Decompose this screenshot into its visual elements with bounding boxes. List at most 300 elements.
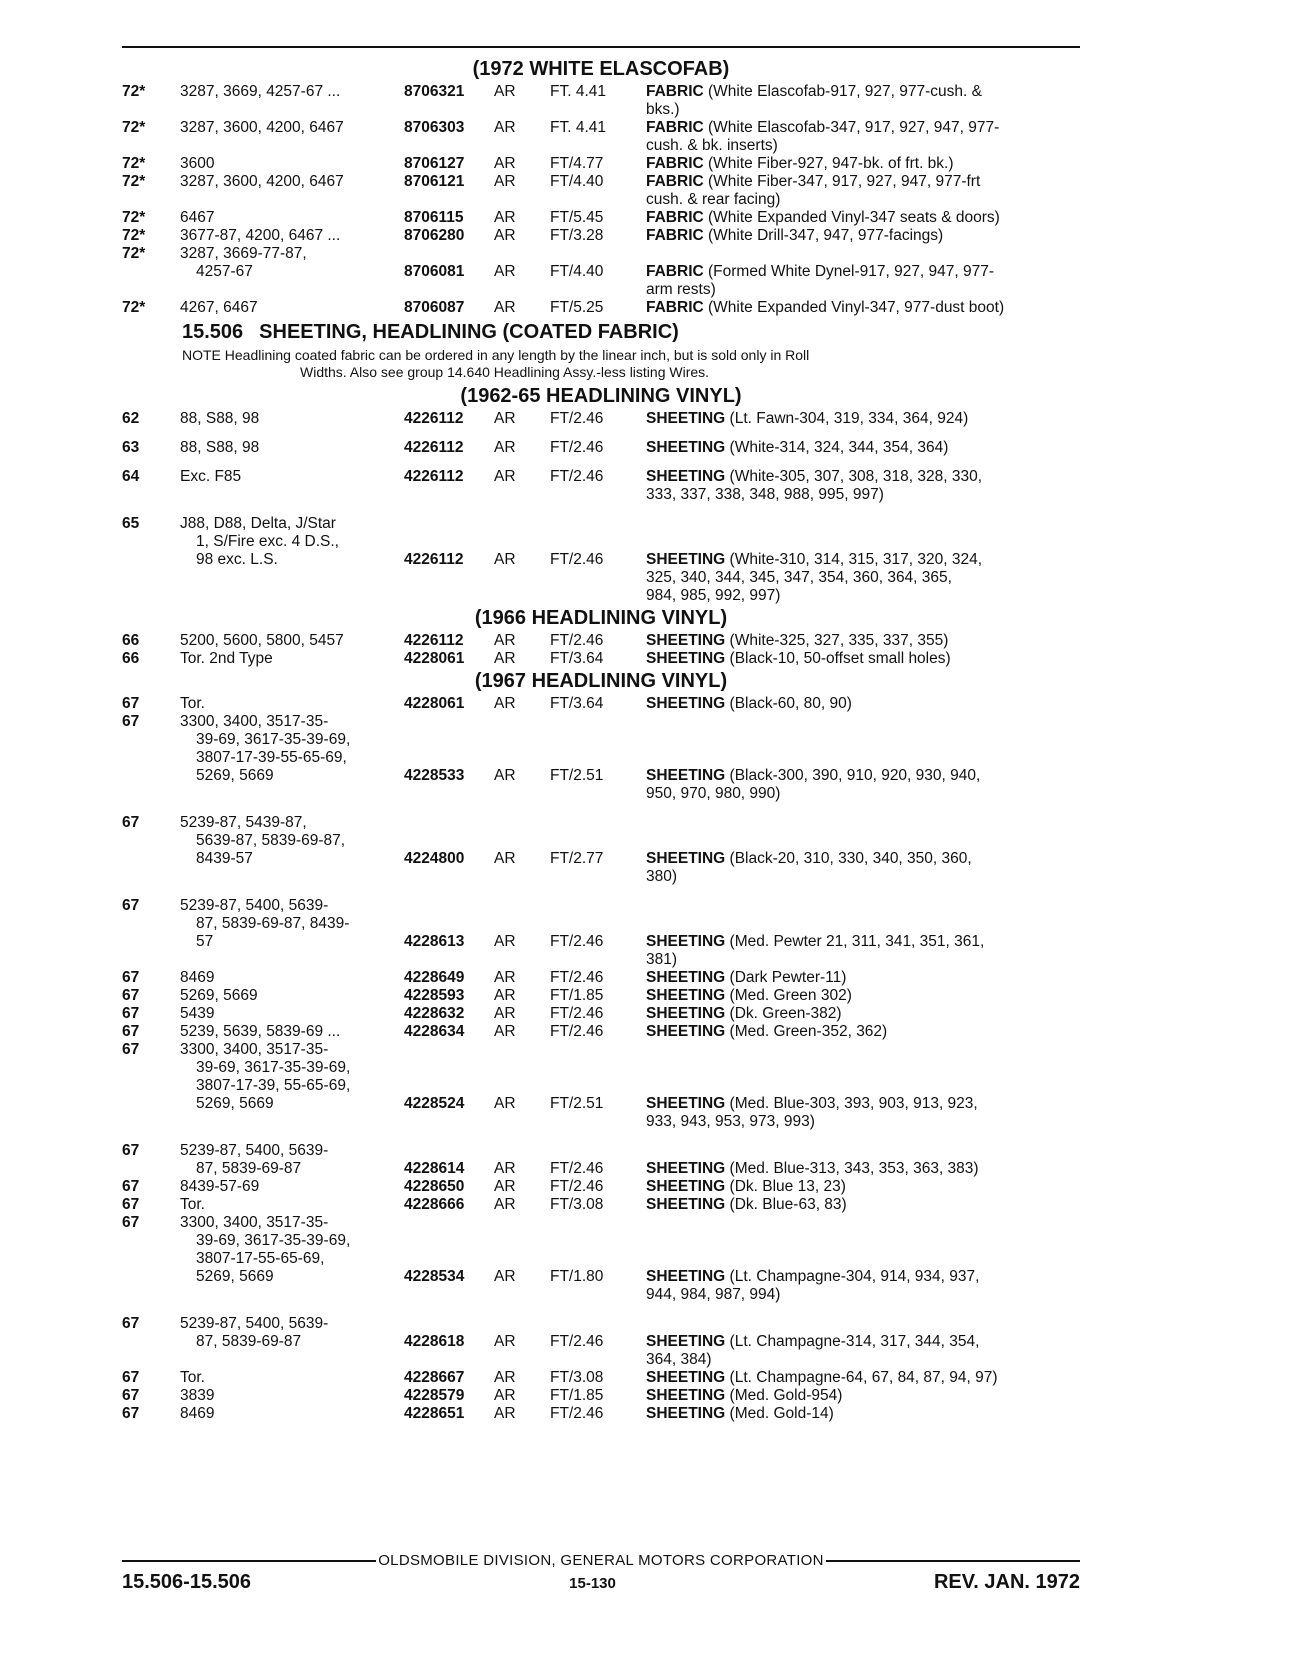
year-cell: 72* [122,83,146,100]
model-line: 3287, 3600, 4200, 6467 [180,119,344,136]
description-cell [646,1005,1080,1023]
model-line: 5239-87, 5400, 5639- [180,897,329,914]
section-heading: (1972 WHITE ELASCOFAB) [472,58,730,80]
item-name: FABRIC [646,83,704,100]
quantity-cell: AR [494,1023,516,1040]
model-line: 3807-17-39, 55-65-69, [196,1077,351,1094]
models-cell [180,439,404,457]
table-row [122,299,1080,317]
model-line: 3300, 3400, 3517-35- [180,1041,329,1058]
description-cell [646,1142,1080,1178]
description-cell [646,227,1080,245]
part-number-cell: 4228651 [404,1405,465,1422]
item-name: SHEETING [646,695,726,712]
quantity-cell: AR [494,209,516,226]
quantity-cell: AR [494,987,516,1004]
part-number-cell: 4228579 [404,1387,465,1404]
item-name: SHEETING [646,468,726,485]
part-number-cell: 4228618 [404,1333,465,1350]
item-name: SHEETING [646,410,726,427]
footer-rule-left [122,1560,376,1562]
item-description: (Med. Pewter 21, 311, 341, 351, 361, 381) [646,933,985,968]
model-line: 5200, 5600, 5800, 5457 [180,632,344,649]
part-number-cell: 4226112 [404,468,464,485]
description-cell [646,1405,1080,1423]
quantity-cell: AR [494,173,516,190]
table-row [122,650,1080,668]
table-row [122,410,1080,428]
description-cell [646,814,1080,886]
models-cell [180,1405,404,1423]
quantity-cell: AR [494,767,516,784]
item-description: (White Drill-347, 947, 977-facings) [708,227,944,244]
part-number-cell: 4228650 [404,1178,465,1195]
table-row [122,1142,1080,1178]
year-cell: 67 [122,1214,140,1231]
description-cell [646,468,1080,504]
part-number-cell: 4228666 [404,1196,465,1213]
description-cell [646,1178,1080,1196]
model-line: 5439 [180,1005,215,1022]
models-cell [180,299,404,317]
table-row [122,227,1080,245]
item-description: (White Expanded Vinyl-347 seats & doors) [708,209,1000,226]
model-line: 39-69, 3617-35-39-69, [196,1232,351,1249]
year-cell: 67 [122,1315,140,1332]
item-description: (Black-300, 390, 910, 920, 930, 940, 950, 970, 980, 990) [646,767,981,802]
models-cell [180,897,404,969]
model-line: 3807-17-39-55-65-69, [196,749,347,766]
year-cell: 67 [122,1178,140,1195]
model-line: 8469 [180,969,215,986]
part-number-cell: 4228632 [404,1005,465,1022]
item-description: (Med. Green 302) [729,987,852,1004]
model-line: 87, 5839-69-87 [196,1333,302,1350]
models-cell [180,83,404,119]
unit-price-cell: FT/3.08 [550,1196,604,1213]
item-name: SHEETING [646,969,726,986]
item-description: (Med. Green-352, 362) [729,1023,888,1040]
quantity-cell: AR [494,227,516,244]
top-rule [122,46,1080,48]
page-footer [122,1552,1080,1594]
part-number-cell: 4228613 [404,933,465,950]
item-description: (Lt. Champagne-64, 67, 84, 87, 94, 97) [729,1369,998,1386]
models-cell [180,468,404,504]
model-line: 3287, 3600, 4200, 6467 [180,173,344,190]
item-name: FABRIC [646,209,704,226]
model-line: 57 [196,933,214,950]
model-line: 3300, 3400, 3517-35- [180,1214,329,1231]
models-cell [180,227,404,245]
footer-page-number: 15-130 [569,1575,616,1592]
item-name: SHEETING [646,767,726,784]
unit-price-cell: FT/2.46 [550,410,604,427]
description-cell [646,439,1080,457]
item-description: (Med. Gold-954) [729,1387,843,1404]
year-cell: 67 [122,1387,140,1404]
model-line: Tor. [180,1369,205,1386]
model-line: 5239-87, 5400, 5639- [180,1142,329,1159]
quantity-cell: AR [494,1268,516,1285]
footer-group-range: 15.506-15.506 [122,1571,252,1593]
year-cell: 72* [122,299,146,316]
table-row [122,632,1080,650]
quantity-cell: AR [494,1160,516,1177]
unit-price-cell: FT/1.80 [550,1268,604,1285]
table-row [122,1196,1080,1214]
group-heading [182,321,1080,343]
description-cell [646,1196,1080,1214]
description-cell [646,1214,1080,1304]
item-name: FABRIC [646,173,704,190]
item-description: (White Elascofab-347, 917, 927, 947, 977- cush. & bk. inserts) [646,119,1000,154]
description-cell [646,299,1080,317]
model-line: 5239, 5639, 5839-69 ... [180,1023,341,1040]
unit-price-cell: FT/2.46 [550,1005,604,1022]
description-cell [646,1387,1080,1405]
model-line: 8469 [180,1405,215,1422]
model-line: 88, S88, 98 [180,410,260,427]
item-description: (White Expanded Vinyl-347, 977-dust boot) [708,299,1005,316]
footer-revision: REV. JAN. 1972 [933,1571,1080,1593]
model-line: 88, S88, 98 [180,439,260,456]
models-cell [180,119,404,155]
unit-price-cell: FT/2.46 [550,969,604,986]
part-number-cell: 4228061 [404,695,465,712]
model-line: 87, 5839-69-87, 8439- [196,915,350,932]
unit-price-cell: FT/1.85 [550,1387,604,1404]
quantity-cell: AR [494,83,516,100]
model-line: 3839 [180,1387,215,1404]
models-cell [180,1369,404,1387]
item-name: FABRIC [646,299,704,316]
item-description: (White Fiber-927, 947-bk. of frt. bk.) [708,155,954,172]
item-description: (Lt. Champagne-314, 317, 344, 354, 364, 384) [646,1333,980,1368]
models-cell [180,1041,404,1131]
quantity-cell: AR [494,155,516,172]
part-number-cell: 8706127 [404,155,465,172]
unit-price-cell: FT/3.64 [550,650,604,667]
model-line: 5269, 5669 [196,767,274,784]
description-cell [646,515,1080,605]
item-description: (Black-10, 50-offset small holes) [729,650,951,667]
table-row [122,439,1080,457]
models-cell [180,1315,404,1369]
item-name: SHEETING [646,551,726,568]
year-cell: 62 [122,410,140,427]
part-number-cell: 4228634 [404,1023,465,1040]
part-number-cell: 4228649 [404,969,465,986]
part-number-cell: 8706121 [404,173,465,190]
year-cell: 63 [122,439,140,456]
year-cell: 67 [122,1005,140,1022]
item-name: FABRIC [646,263,704,280]
unit-price-cell: FT/2.46 [550,632,604,649]
models-cell [180,632,404,650]
models-cell [180,1196,404,1214]
table-row [122,814,1080,886]
unit-price-cell: FT/2.46 [550,1160,604,1177]
quantity-cell: AR [494,410,516,427]
part-number-cell: 4228667 [404,1369,465,1386]
item-name: SHEETING [646,850,726,867]
table-row [122,695,1080,713]
part-number-cell: 8706087 [404,299,465,316]
item-description: (Lt. Champagne-304, 914, 934, 937, 944, 984, 987, 994) [646,1268,980,1303]
unit-price-cell: FT/4.40 [550,263,604,280]
section-heading: (1967 HEADLINING VINYL) [474,670,728,692]
table-row [122,897,1080,969]
models-cell [180,1142,404,1178]
footer-division-line [122,1552,1080,1569]
year-cell: 67 [122,1142,140,1159]
unit-price-cell: FT/4.40 [550,173,604,190]
model-line: 3300, 3400, 3517-35- [180,713,329,730]
item-description: (White Fiber-347, 917, 927, 947, 977-frt cush. & rear facing) [646,173,981,208]
unit-price-cell: FT/2.46 [550,1405,604,1422]
model-line: 3287, 3669-77-87, [180,245,307,262]
description-cell [646,713,1080,803]
year-cell: 66 [122,650,140,667]
description-cell [646,245,1080,299]
model-line: Tor. [180,1196,205,1213]
section-heading: (1966 HEADLINING VINYL) [474,607,728,629]
models-cell [180,650,404,668]
table-row [122,1178,1080,1196]
year-cell: 72* [122,173,146,190]
quantity-cell: AR [494,468,516,485]
description-cell [646,632,1080,650]
model-line: 8439-57-69 [180,1178,260,1195]
footer-division: OLDSMOBILE DIVISION, GENERAL MOTORS CORPORATION [378,1552,824,1569]
table-row [122,173,1080,209]
model-line: 5639-87, 5839-69-87, [196,832,346,849]
unit-price-cell: FT/2.46 [550,933,604,950]
group-number: 15.506 [182,321,244,343]
section-heading: (1962-65 HEADLINING VINYL) [460,385,742,407]
unit-price-cell: FT/2.46 [550,1178,604,1195]
year-cell: 64 [122,468,140,485]
model-line: 39-69, 3617-35-39-69, [196,731,351,748]
model-line: J88, D88, Delta, J/Star [180,515,336,532]
table-row [122,969,1080,987]
item-description: (Dk. Green-382) [729,1005,842,1022]
item-name: SHEETING [646,1023,726,1040]
item-name: SHEETING [646,632,726,649]
part-number-cell: 8706081 [404,263,465,280]
quantity-cell: AR [494,1333,516,1350]
item-description: (Lt. Fawn-304, 319, 334, 364, 924) [729,410,969,427]
description-cell [646,83,1080,119]
group-title: SHEETING, HEADLINING (COATED FABRIC) [259,321,679,343]
model-line: Tor. [180,695,205,712]
quantity-cell: AR [494,263,516,280]
part-number-cell: 8706321 [404,83,465,100]
item-name: SHEETING [646,1095,726,1112]
part-number-cell: 4226112 [404,410,464,427]
part-number-cell: 4228533 [404,767,465,784]
description-cell [646,155,1080,173]
model-line: Tor. 2nd Type [180,650,273,667]
models-cell [180,209,404,227]
table-row [122,713,1080,803]
quantity-cell: AR [494,933,516,950]
description-cell [646,173,1080,209]
part-number-cell: 8706115 [404,209,464,226]
table-row [122,1387,1080,1405]
item-name: SHEETING [646,1369,726,1386]
unit-price-cell: FT/1.85 [550,987,604,1004]
quantity-cell: AR [494,1369,516,1386]
item-name: SHEETING [646,1196,726,1213]
model-line: 5269, 5669 [196,1268,274,1285]
models-cell [180,695,404,713]
description-cell [646,987,1080,1005]
description-cell [646,209,1080,227]
item-description: (Black-60, 80, 90) [729,695,852,712]
year-cell: 72* [122,227,146,244]
year-cell: 72* [122,119,146,136]
model-line: 6467 [180,209,215,226]
table-row [122,1214,1080,1304]
year-cell: 67 [122,1041,140,1058]
note-line: Widths. Also see group 14.640 Headlining Assy.-less listing Wires. [300,364,710,380]
group-note [182,347,1070,381]
year-cell: 67 [122,713,140,730]
year-cell: 72* [122,245,146,262]
item-description: (Dk. Blue-63, 83) [729,1196,847,1213]
item-description: (White-310, 314, 315, 317, 320, 324, 325, 340, 344, 345, 347, 354, 360, 364, 365, 984, 985, 992, 997) [646,551,983,604]
description-cell [646,650,1080,668]
description-cell [646,969,1080,987]
models-cell [180,245,404,299]
item-name: SHEETING [646,1160,726,1177]
models-cell [180,1178,404,1196]
item-name: SHEETING [646,1005,726,1022]
model-line: 3287, 3669, 4257-67 ... [180,83,341,100]
unit-price-cell: FT/5.25 [550,299,604,316]
part-number-cell: 4228524 [404,1095,465,1112]
item-description: (Formed White Dynel-917, 927, 947, 977- arm rests) [646,263,995,298]
item-name: FABRIC [646,227,704,244]
quantity-cell: AR [494,969,516,986]
part-number-cell: 4228534 [404,1268,465,1285]
table-row [122,1023,1080,1041]
item-description: (Dk. Blue 13, 23) [729,1178,846,1195]
unit-price-cell: FT/5.45 [550,209,604,226]
unit-price-cell: FT/3.28 [550,227,604,244]
model-line: 5269, 5669 [180,987,258,1004]
unit-price-cell: FT/2.51 [550,1095,604,1112]
year-cell: 67 [122,814,140,831]
model-line: 5239-87, 5439-87, [180,814,307,831]
table-row [122,468,1080,504]
quantity-cell: AR [494,695,516,712]
table-row [122,119,1080,155]
model-line: Exc. F85 [180,468,242,485]
item-name: SHEETING [646,1333,726,1350]
quantity-cell: AR [494,439,516,456]
unit-price-cell: FT/2.51 [550,767,604,784]
description-cell [646,119,1080,155]
description-cell [646,1041,1080,1131]
quantity-cell: AR [494,650,516,667]
item-description: (Dark Pewter-11) [729,969,847,986]
model-line: 39-69, 3617-35-39-69, [196,1059,351,1076]
item-description: (White Elascofab-917, 927, 977-cush. & bks.) [646,83,982,118]
model-line: 8439-57 [196,850,253,867]
year-cell: 67 [122,1405,140,1422]
item-description: (White-314, 324, 344, 354, 364) [729,439,949,456]
table-row [122,83,1080,119]
year-cell: 72* [122,155,146,172]
description-cell [646,1315,1080,1369]
part-number-cell: 4226112 [404,439,464,456]
table-row [122,987,1080,1005]
model-line: 3807-17-55-65-69, [196,1250,325,1267]
part-number-cell: 4228593 [404,987,465,1004]
model-line: 5269, 5669 [196,1095,274,1112]
catalog-content [122,58,1080,1423]
item-name: SHEETING [646,987,726,1004]
item-name: FABRIC [646,119,704,136]
quantity-cell: AR [494,1196,516,1213]
description-cell [646,1369,1080,1387]
item-name: FABRIC [646,155,704,172]
part-number-cell: 8706280 [404,227,465,244]
year-cell: 66 [122,632,140,649]
item-description: (Med. Gold-14) [729,1405,834,1422]
table-row [122,1005,1080,1023]
quantity-cell: AR [494,299,516,316]
year-cell: 67 [122,1023,140,1040]
models-cell [180,1005,404,1023]
models-cell [180,1387,404,1405]
models-cell [180,1214,404,1304]
model-line: 4267, 6467 [180,299,258,316]
item-description: (Med. Blue-313, 343, 353, 363, 383) [729,1160,979,1177]
table-row [122,209,1080,227]
unit-price-cell: FT/2.77 [550,850,604,867]
quantity-cell: AR [494,551,516,568]
unit-price-cell: FT/4.77 [550,155,604,172]
footer-rule-right [826,1560,1080,1562]
item-description: (White-325, 327, 335, 337, 355) [729,632,949,649]
item-description: (White-305, 307, 308, 318, 328, 330, 333, 337, 338, 348, 988, 995, 997) [646,468,983,503]
part-number-cell: 4226112 [404,632,464,649]
description-cell [646,695,1080,713]
footer-row [122,1571,1080,1594]
quantity-cell: AR [494,1095,516,1112]
description-cell [646,410,1080,428]
table-row [122,1315,1080,1369]
models-cell [180,713,404,803]
item-name: SHEETING [646,1178,726,1195]
model-line: 5239-87, 5400, 5639- [180,1315,329,1332]
year-cell: 67 [122,987,140,1004]
unit-price-cell: FT. 4.41 [550,119,606,136]
unit-price-cell: FT/2.46 [550,468,604,485]
item-name: SHEETING [646,1268,726,1285]
year-cell: 67 [122,695,140,712]
unit-price-cell: FT/2.46 [550,1023,604,1040]
unit-price-cell: FT/2.46 [550,551,604,568]
item-description: (Black-20, 310, 330, 340, 350, 360, 380) [646,850,972,885]
models-cell [180,155,404,173]
models-cell [180,173,404,209]
note-line: NOTE Headlining coated fabric can be ordered in any length by the linear inch, but is sold only in Roll [182,347,810,363]
